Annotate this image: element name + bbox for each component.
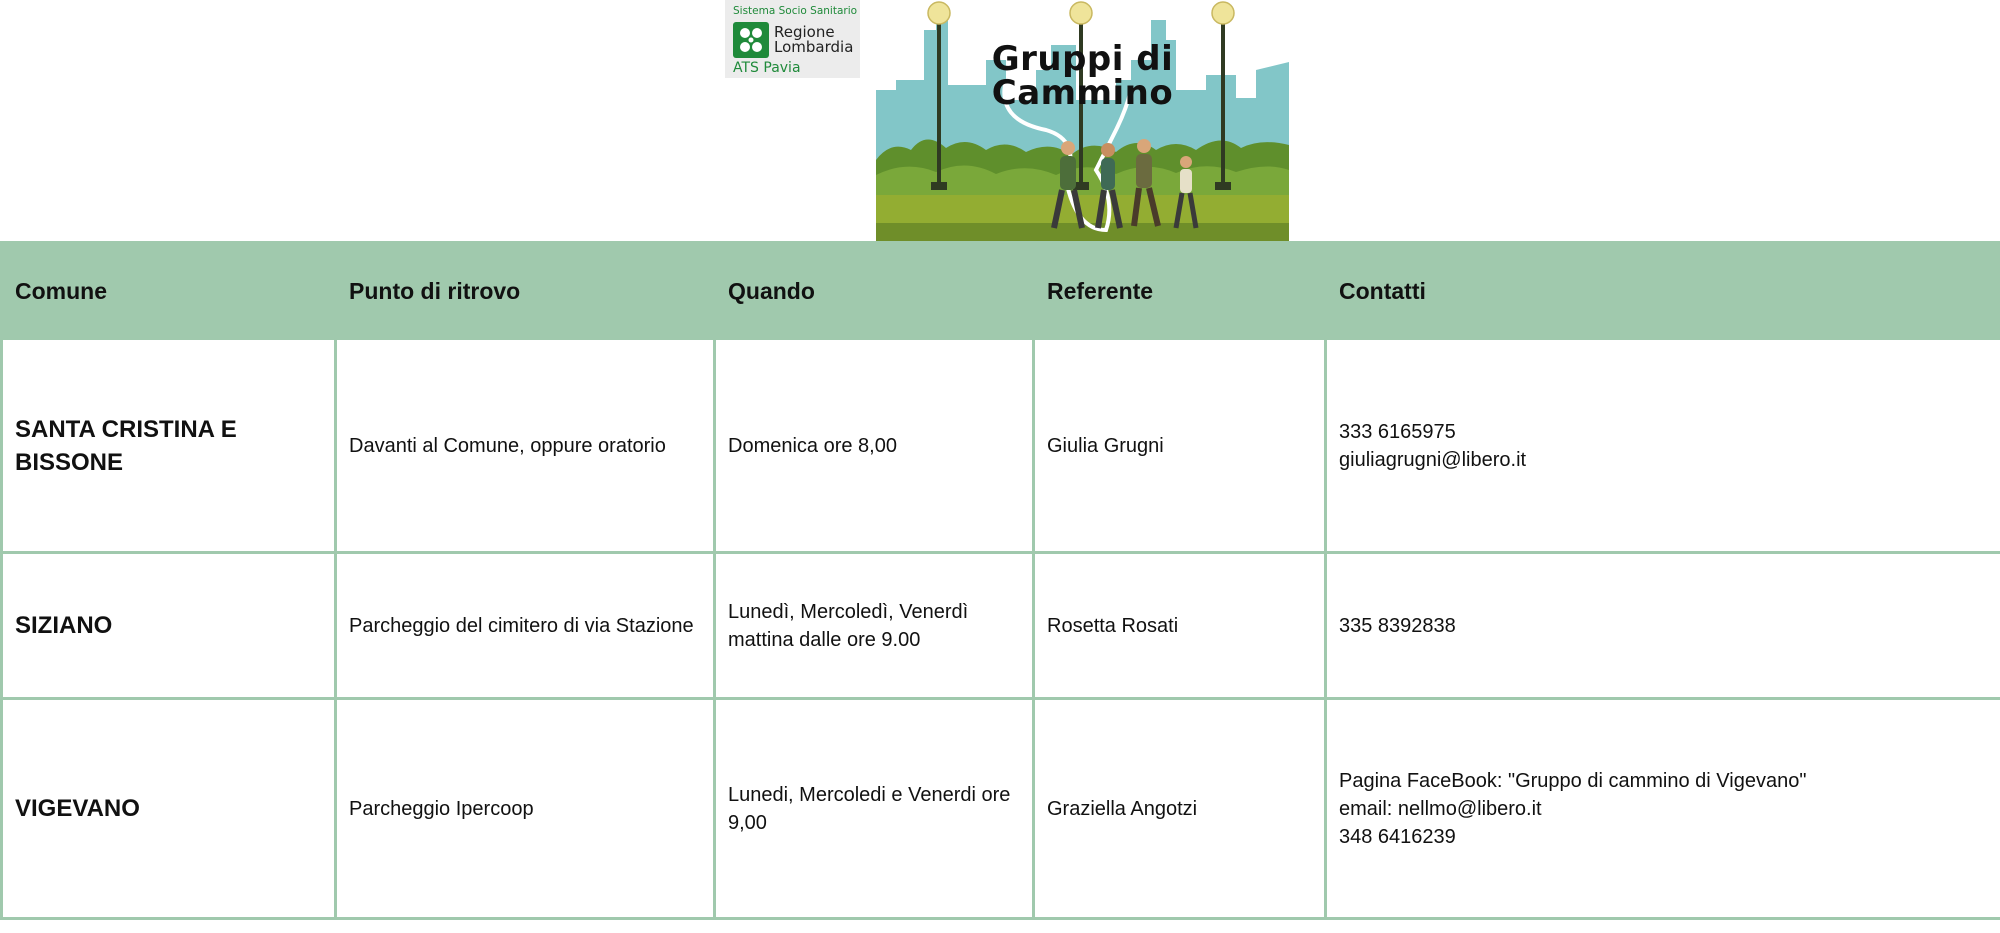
cell-comune: VIGEVANO bbox=[2, 699, 336, 919]
logo-name bbox=[774, 25, 853, 55]
header-punto-di-ritrovo: Punto di ritrovo bbox=[336, 243, 715, 339]
contact-phone: 335 8392838 bbox=[1339, 614, 1456, 637]
header-referente: Referente bbox=[1034, 243, 1326, 339]
cell-comune: SANTA CRISTINA E BISSONE bbox=[2, 339, 336, 553]
banner-title-line1: Gruppi di bbox=[991, 39, 1174, 79]
banner-illustration bbox=[876, 0, 1289, 241]
gruppi-table bbox=[0, 241, 2000, 920]
contact-phone: 333 6165975 bbox=[1339, 420, 1456, 443]
cell-contatti bbox=[1326, 553, 2000, 699]
cell-contatti bbox=[1326, 699, 2000, 919]
cell-referente: Rosetta Rosati bbox=[1034, 553, 1326, 699]
table-header-row bbox=[2, 243, 2000, 339]
banner-title bbox=[876, 39, 1289, 113]
contact-phone: 348 6416239 bbox=[1339, 825, 1456, 848]
table-row bbox=[2, 553, 2000, 699]
cell-ritrovo: Davanti al Comune, oppure oratorio bbox=[336, 339, 715, 553]
cell-referente: Giulia Grugni bbox=[1034, 339, 1326, 553]
lombardia-rose-icon bbox=[733, 22, 769, 58]
banner-title-line2: Cammino bbox=[991, 73, 1174, 113]
table-row bbox=[2, 339, 2000, 553]
logo-mid bbox=[733, 22, 854, 58]
header-comune: Comune bbox=[2, 243, 336, 339]
cell-ritrovo: Parcheggio del cimitero di via Stazione bbox=[336, 553, 715, 699]
contact-email[interactable]: giuliagrugni@libero.it bbox=[1339, 448, 1527, 471]
contact-facebook: Pagina FaceBook: "Gruppo di cammino di Vigevano" bbox=[1339, 769, 1807, 792]
header-contatti: Contatti bbox=[1326, 243, 2000, 339]
cell-quando: Domenica ore 8,00 bbox=[715, 339, 1034, 553]
cell-quando: Lunedì, Mercoledì, Venerdì mattina dalle ore 9.00 bbox=[715, 553, 1034, 699]
cell-quando: Lunedi, Mercoledi e Venerdi ore 9,00 bbox=[715, 699, 1034, 919]
logo-name-line2: Lombardia bbox=[774, 38, 854, 56]
cell-contatti bbox=[1326, 339, 2000, 553]
header-quando: Quando bbox=[715, 243, 1034, 339]
cell-ritrovo: Parcheggio Ipercoop bbox=[336, 699, 715, 919]
logo-top-text: Sistema Socio Sanitario bbox=[733, 5, 858, 17]
logo-bottom-text: ATS Pavia bbox=[733, 60, 801, 76]
regione-lombardia-logo bbox=[725, 0, 860, 78]
gruppi-di-cammino-banner bbox=[876, 0, 1289, 241]
table-row bbox=[2, 699, 2000, 919]
contact-email[interactable]: email: nellmo@libero.it bbox=[1339, 797, 1542, 820]
cell-comune: SIZIANO bbox=[2, 553, 336, 699]
logo-name-line1: Regione bbox=[774, 23, 835, 41]
cell-referente: Graziella Angotzi bbox=[1034, 699, 1326, 919]
